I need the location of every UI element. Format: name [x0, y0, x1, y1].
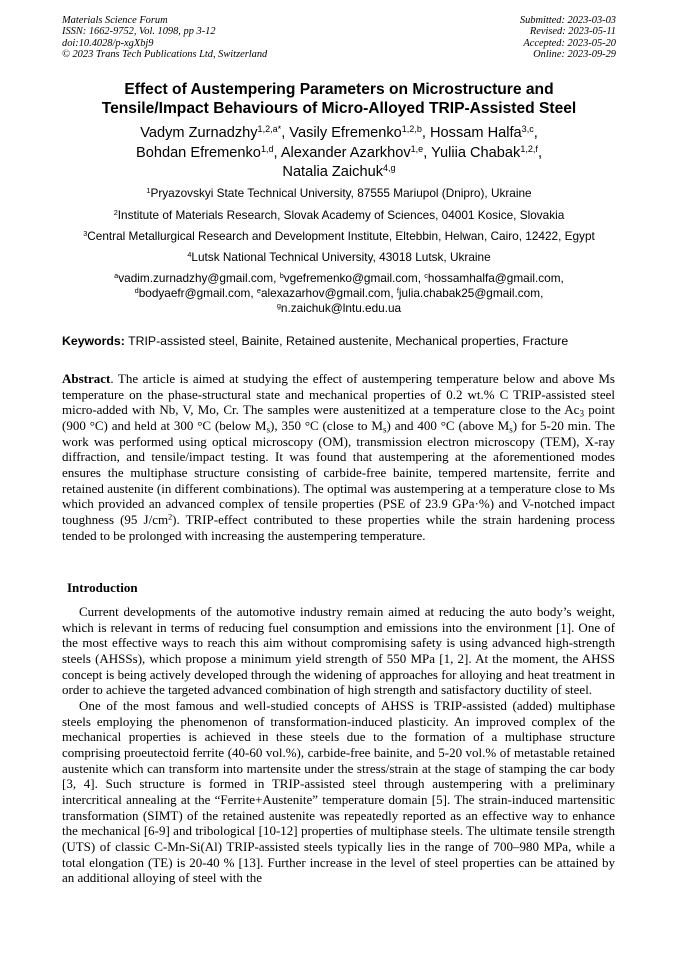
author-name: Vadym Zurnadzhy: [140, 125, 258, 141]
keywords: [62, 334, 622, 349]
email-address[interactable]: bodyaefr@gmail.com: [138, 286, 251, 300]
paper-title: [40, 80, 638, 118]
journal-header-right: [520, 15, 616, 61]
email-address[interactable]: alexazarhov@gmail.com: [260, 286, 391, 300]
email-address[interactable]: vgefremenko@gmail.com: [283, 271, 418, 285]
revised-date: Revised: 2023-05-11: [529, 26, 616, 38]
affiliation-2: $^2$Institute of Materials Research, Slovak Academy of Sciences, 04001 Kosice, Slovakia: [113, 207, 565, 222]
author-affil-sup: 4,g: [383, 163, 396, 174]
author-affil-sup: 1,d: [260, 143, 274, 154]
author-affil-sup: 1,e: [410, 143, 424, 154]
title-line-2: Tensile/Impact Behaviours of Micro-Alloyed TRIP-Assisted Steel: [101, 100, 577, 117]
email-address[interactable]: vadim.zurnadzhy@gmail.com: [118, 271, 274, 285]
affiliation-3: $^3$Central Metallurgical Research and Development Institute, Eltebbin, Helwan, Cairo, 12422, Egypt: [83, 228, 595, 243]
author-name: Yuliia Chabak: [431, 144, 521, 161]
author-affil-sup: 3,c: [521, 124, 534, 135]
author-name: Bohdan Efremenko: [135, 144, 261, 161]
author-name: Hossam Halfa: [430, 125, 522, 141]
email-address[interactable]: julia.chabak25@gmail.com: [398, 286, 541, 300]
paragraph: One of the most famous and well-studied concepts of AHSS is TRIP-assisted (added) multiphase steels employing the phenomenon of transformation-induced plasticity. An improved complex of the mechanical properties is achieved in these steels due to the formation of a multiphase structure comprising proeutectoid ferrite (40-60 vol.%), carbide-free bainite, and 5-20 vol.% of metastable retained austenite which can transform into martensite under the stress/strain at the stage of stamping the car body [3, 4]. Such structure is formed in TRIP-assisted steel through austempering with a preliminary intercritical annealing at the “Ferrite+Austenite” temperature domain [5]. The strain-induced martensitic transformation (SIMT) of the retained austenite was repeatedly reported as an effective way to enhance the mechanical [6-9] and tribological [10-12] properties of multiphase steels. The ultimate tensile strength (UTS) of classic C-Mn-Si(Al) TRIP-assisted steels typically lies in the range of 700–980 MPa, while a total elongation (TE) is 20-40 % [13]. Further increase in the level of steel properties can be attained by an additional alloying of steel with the: [62, 697, 615, 886]
author-line-3: [40, 163, 638, 183]
paragraph: Current developments of the automotive industry remain aimed at reducing the auto body’s weight, which is relevant in terms of reducing fuel consumption and emissions into the environment [1]. One of the most effective ways to reach this aim without compromising safety is using advanced high-strength steels (AHSSs), which propose a minimum yield strength of 550 MPa [1, 2]. At the moment, the AHSS concept is being actively developed through the widening of approaches for alloying and heat treatment in order to achieve the targeted advanced combination of high strength and satisfactory ductility of steel.: [62, 604, 615, 698]
copyright: © 2023 Trans Tech Publications Ltd, Switzerland: [62, 49, 268, 61]
author-affil-sup: 1,2,f: [520, 143, 538, 154]
email-line-1: $^a$vadim.zurnadzhy@gmail.com, $^b$vgefremenko@gmail.com, $^c$hossamhalfa@gmail.com,: [114, 270, 564, 285]
online-date: Online: 2023-09-29: [533, 49, 616, 61]
author-list: [40, 124, 638, 183]
journal-header-left: [62, 15, 267, 61]
accepted-date: Accepted: 2023-05-20: [523, 37, 616, 49]
author-name: Natalia Zaichuk: [282, 164, 383, 180]
email-list: [40, 271, 638, 316]
author-line-1: Vadym Zurnadzhy$^{1,2,a*}$, Vasily Efremenko$^{1,2,b}$, Hossam Halfa$^{3,c}$,: [140, 124, 538, 141]
email-address[interactable]: n.zaichuk@lntu.edu.ua: [280, 301, 402, 315]
email-line-3: $^g$n.zaichuk@lntu.edu.ua: [276, 300, 402, 315]
keywords-text: TRIP-assisted steel, Bainite, Retained austenite, Mechanical properties, Fracture: [128, 334, 569, 348]
email-address[interactable]: hossamhalfa@gmail.com: [427, 271, 561, 285]
abstract: Abstract. The article is aimed at studying the effect of austempering temperature below and above Ms temperature on the phase-structural state and mechanical properties of 0.2 wt.% C TRIP-assisted steel micro-added with Nb, V, Mo, Cr. The samples were austenitized at a temperature close to the $Ac_3$ point (900 °C) and held at 300 °C (below $M_s$), 350 °C (close to $M_s$) and 400 °C (above $M_s$) for 5-20 min. The work was performed using optical microscopy (OM), transmission electron microscopy (TEM), X-ray diffraction, and tensile/impact testing. It was found that austempering at the aforementioned modes ensures the multiphase structure consisting of carbide-free bainite, tempered martensite, ferrite and retained austenite (in different combinations). The optimal was austempering at a temperature close to Ms which provided an advanced complex of tensile properties (PSE of 23.9 GPa·%) and V-notched impact toughness (95 $J/cm^2$). TRIP-effect contributed to these properties while the strain hardening process tended to be prolonged with increasing the austempering temperature.: [62, 371, 615, 543]
author-affil-sup: 1,2,a*: [257, 124, 282, 135]
introduction-body: [62, 604, 615, 886]
author-line-2: Bohdan Efremenko$^{1,d}$, Alexander Azarkhov$^{1,e}$, Yuliia Chabak$^{1,2,f}$,: [135, 143, 542, 161]
affiliation-4: $^4$Lutsk National Technical University, 43018 Lutsk, Ukraine: [187, 249, 491, 264]
keywords-label: Keywords:: [62, 334, 125, 348]
journal-name: Materials Science Forum: [62, 15, 168, 26]
author-name: Alexander Azarkhov: [280, 144, 411, 161]
abstract-label: Abstract: [62, 371, 111, 386]
issn: ISSN: 1662-9752, Vol. 1098, pp 3-12: [62, 26, 216, 38]
affiliation-1: $^1$Pryazovskyi State Technical University, 87555 Mariupol (Dnipro), Ukraine: [146, 185, 532, 200]
section-heading-introduction: Introduction: [67, 580, 138, 595]
doi: doi:10.4028/p-xgXbj9: [62, 37, 154, 49]
author-affil-sup: 1,2,b: [401, 124, 422, 135]
author-name: Vasily Efremenko: [289, 125, 402, 141]
title-line-1: Effect of Austempering Parameters on Microstructure and: [124, 81, 554, 98]
email-line-2: $^d$bodyaefr@gmail.com, $^e$alexazarhov@gmail.com, $^f$julia.chabak25@gmail.com,: [134, 285, 544, 300]
submitted-date: Submitted: 2023-03-03: [519, 15, 616, 26]
